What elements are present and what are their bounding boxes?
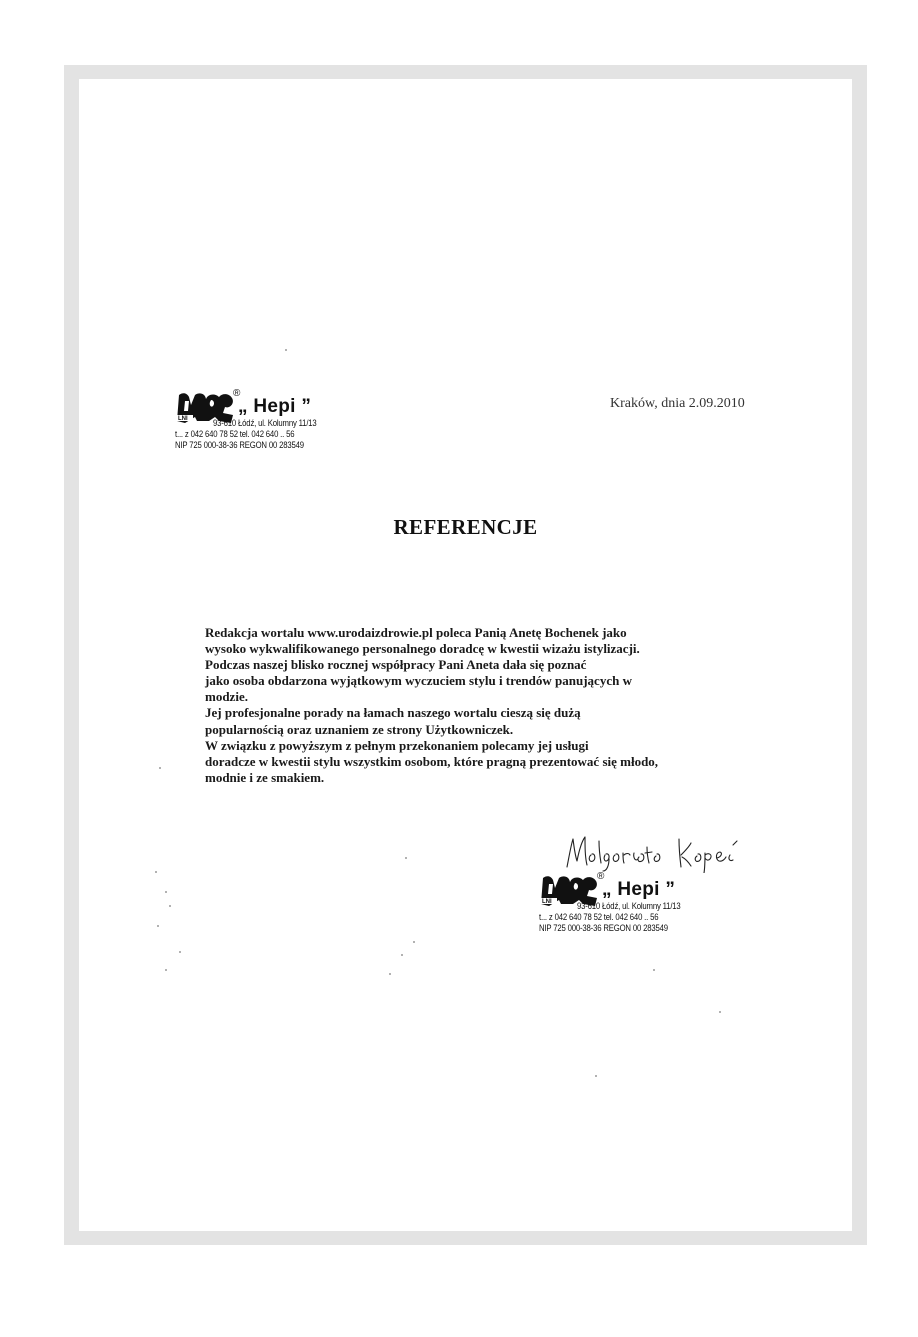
scan-speck [405,857,407,859]
registered-mark: ® [597,871,605,882]
scan-speck [595,1075,597,1077]
document-date: Kraków, dnia 2.09.2010 [610,396,745,411]
svg-text:LNI: LNI [542,899,552,905]
scan-speck [179,951,181,953]
body-line: Jej profesjonalne porady na łamach naszego wortalu cieszą się dużą [205,705,581,721]
document-frame [64,65,867,1245]
body-line: Podczas naszej blisko rocznej współpracy Pani Aneta dała się poznać [205,657,587,673]
scan-speck [413,941,415,943]
body-line: doradcze w kwestii stylu wszystkim osobom, które pragną prezentować się młodo, [205,753,659,769]
company-phone: t... z 042 640 78 52 tel. 042 640 .. 56 [175,429,295,439]
company-stamp-top [175,388,355,461]
company-phone: t... z 042 640 78 52 tel. 042 640 .. 56 [539,912,659,922]
body-line: jako osoba obdarzona wyjątkowym wyczuciem stylu i trendów panujących w [205,673,632,689]
company-address: 93-610 Łódź, ul. Kolumny 11/13 [213,418,317,428]
company-address: 93-610 Łódź, ul. Kolumny 11/13 [577,901,681,911]
body-line: Redakcja wortalu www.urodaizdrowie.pl poleca Panią Anetę Bochenek jako [205,625,627,640]
document-title: REFERENCJE [393,515,538,539]
svg-text:LNI: LNI [178,416,188,422]
body-line: modzie. [205,689,248,705]
scan-speck [389,973,391,975]
body-line: W związku z powyższym z pełnym przekonaniem polecamy jej usługi [205,737,589,753]
company-ids: NIP 725 000-38-36 REGON 00 283549 [175,440,304,450]
scan-speck [169,905,171,907]
scan-speck [719,1011,721,1013]
handwritten-signature [563,831,753,873]
scan-speck [157,925,159,927]
scan-speck [165,891,167,893]
scan-speck [653,969,655,971]
scan-speck [285,349,287,351]
body-line: modnie i ze smakiem. [205,769,325,785]
company-name: „ Hepi ” [602,879,676,900]
body-line: popularnością oraz uznaniem ze strony Użytkowniczek. [205,721,514,737]
scan-speck [159,767,161,769]
scan-speck [165,969,167,971]
body-line: wysoko wykwalifikowanego personalnego doradcę w kwestii wizażu istylizacji. [205,641,640,657]
document-body [205,625,805,786]
company-ids: NIP 725 000-38-36 REGON 00 283549 [539,923,668,933]
registered-mark: ® [233,388,241,399]
document-page [79,79,852,1231]
company-stamp-bottom [539,871,719,944]
company-name: „ Hepi ” [238,396,312,417]
scan-speck [401,954,403,956]
scan-speck [155,871,157,873]
